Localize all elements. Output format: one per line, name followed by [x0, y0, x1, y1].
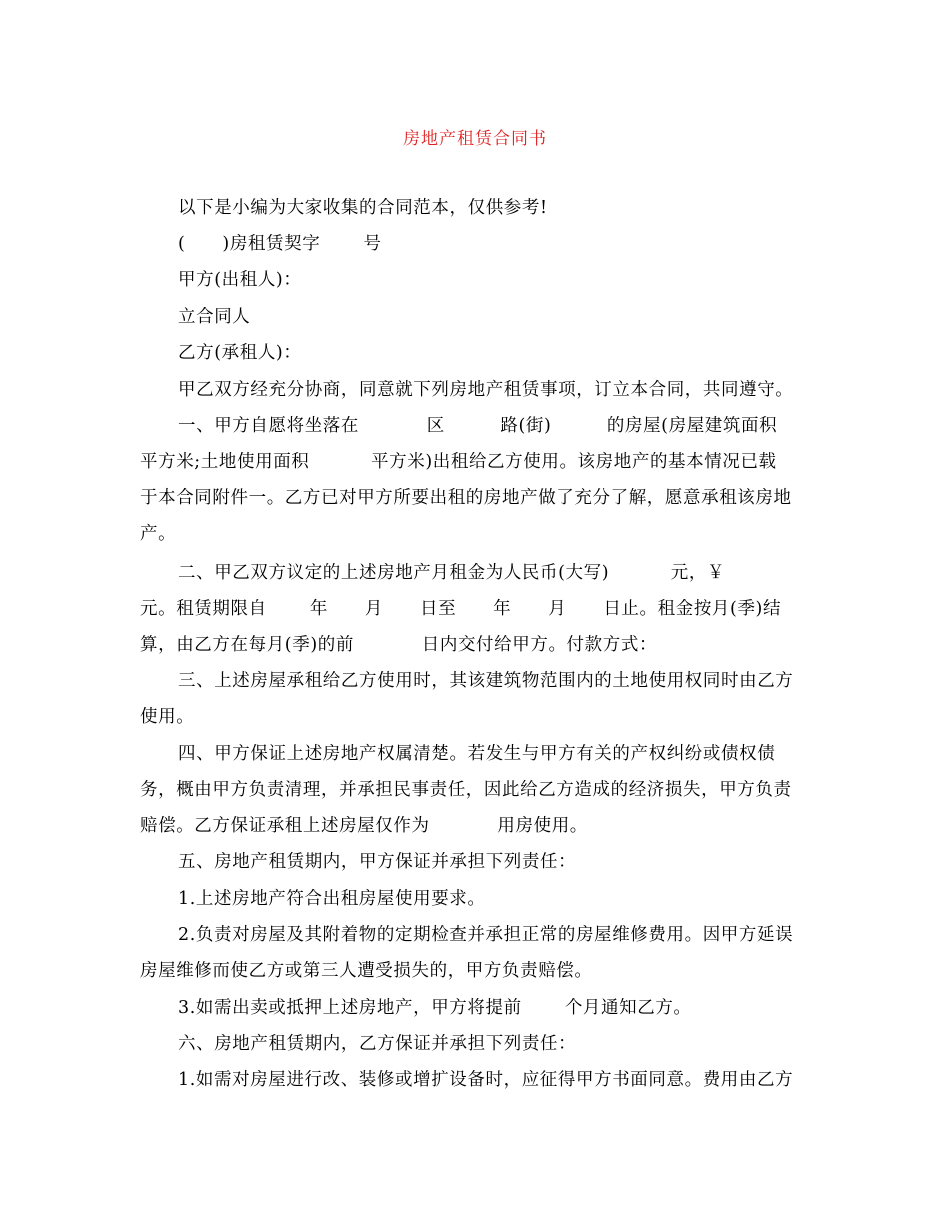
clause-3-line-1: 三、上述房屋承租给乙方使用时，其该建筑物范围内的土地使用权同时由乙方 — [178, 671, 794, 691]
party-a-line: 甲方(出租人)： — [178, 270, 302, 290]
clause-4-line-2: 务，概由甲方负责清理，并承担民事责任，因此给乙方造成的经济损失，甲方负责 — [140, 780, 792, 800]
clause-4-line-1: 四、甲方保证上述房地产权属清楚。若发生与甲方有关的产权纠纷或债权债 — [178, 744, 776, 764]
intro-note: 以下是小编为大家收集的合同范本，仅供参考! — [178, 198, 548, 218]
clause-1-line-1: 一、甲方自愿将坐落在 区 路(街) 的房屋(房屋建筑面积 — [178, 416, 778, 436]
clause-2-line-1: 二、甲乙双方议定的上述房地产月租金为人民币(大写) 元，￥ — [178, 563, 726, 583]
clause-1-line-2: 平方米;土地使用面积 平方米)出租给乙方使用。该房地产的基本情况已载 — [140, 452, 777, 472]
clause-6-item-1: 1.如需对房屋进行改、装修或增扩设备时，应征得甲方书面同意。费用由乙方 — [178, 1070, 794, 1090]
party-b-line: 乙方(承租人)： — [178, 343, 302, 363]
clause-5-item-3: 3.如需出卖或抵押上述房地产，甲方将提前 个月通知乙方。 — [178, 998, 692, 1018]
clause-4-line-3: 赔偿。乙方保证承租上述房屋仅作为 用房使用。 — [140, 816, 588, 836]
clause-2-line-3: 算，由乙方在每月(季)的前 日内交付给甲方。付款方式： — [140, 635, 658, 655]
clause-5-item-1: 1.上述房地产符合出租房屋使用要求。 — [178, 889, 486, 909]
clause-1-line-4: 产。 — [140, 524, 177, 544]
clause-5-item-2-line-2: 房屋维修而使乙方或第三人遭受损失的，甲方负责赔偿。 — [140, 961, 593, 981]
clause-3-line-2: 使用。 — [140, 707, 195, 727]
document-title: 房地产租赁合同书 — [403, 129, 547, 149]
clause-6-heading: 六、房地产租赁期内，乙方保证并承担下列责任： — [178, 1034, 577, 1054]
clause-5-item-2-line-1: 2.负责对房屋及其附着物的定期检查并承担正常的房屋维修费用。因甲方延误 — [178, 925, 794, 945]
clause-5-heading: 五、房地产租赁期内，甲方保证并承担下列责任： — [178, 852, 577, 872]
clause-2-line-2: 元。租赁期限自 年 月 日至 年 月 日止。租金按月(季)结 — [140, 599, 782, 619]
contract-number-line: ( )房租赁契字 号 — [178, 234, 382, 254]
clause-1-line-3: 于本合同附件一。乙方已对甲方所要出租的房地产做了充分了解，愿意承租该房地 — [140, 488, 792, 508]
signatory-line: 立合同人 — [178, 307, 251, 327]
preamble-line: 甲乙双方经充分协商，同意就下列房地产租赁事项，订立本合同，共同遵守。 — [178, 380, 794, 400]
